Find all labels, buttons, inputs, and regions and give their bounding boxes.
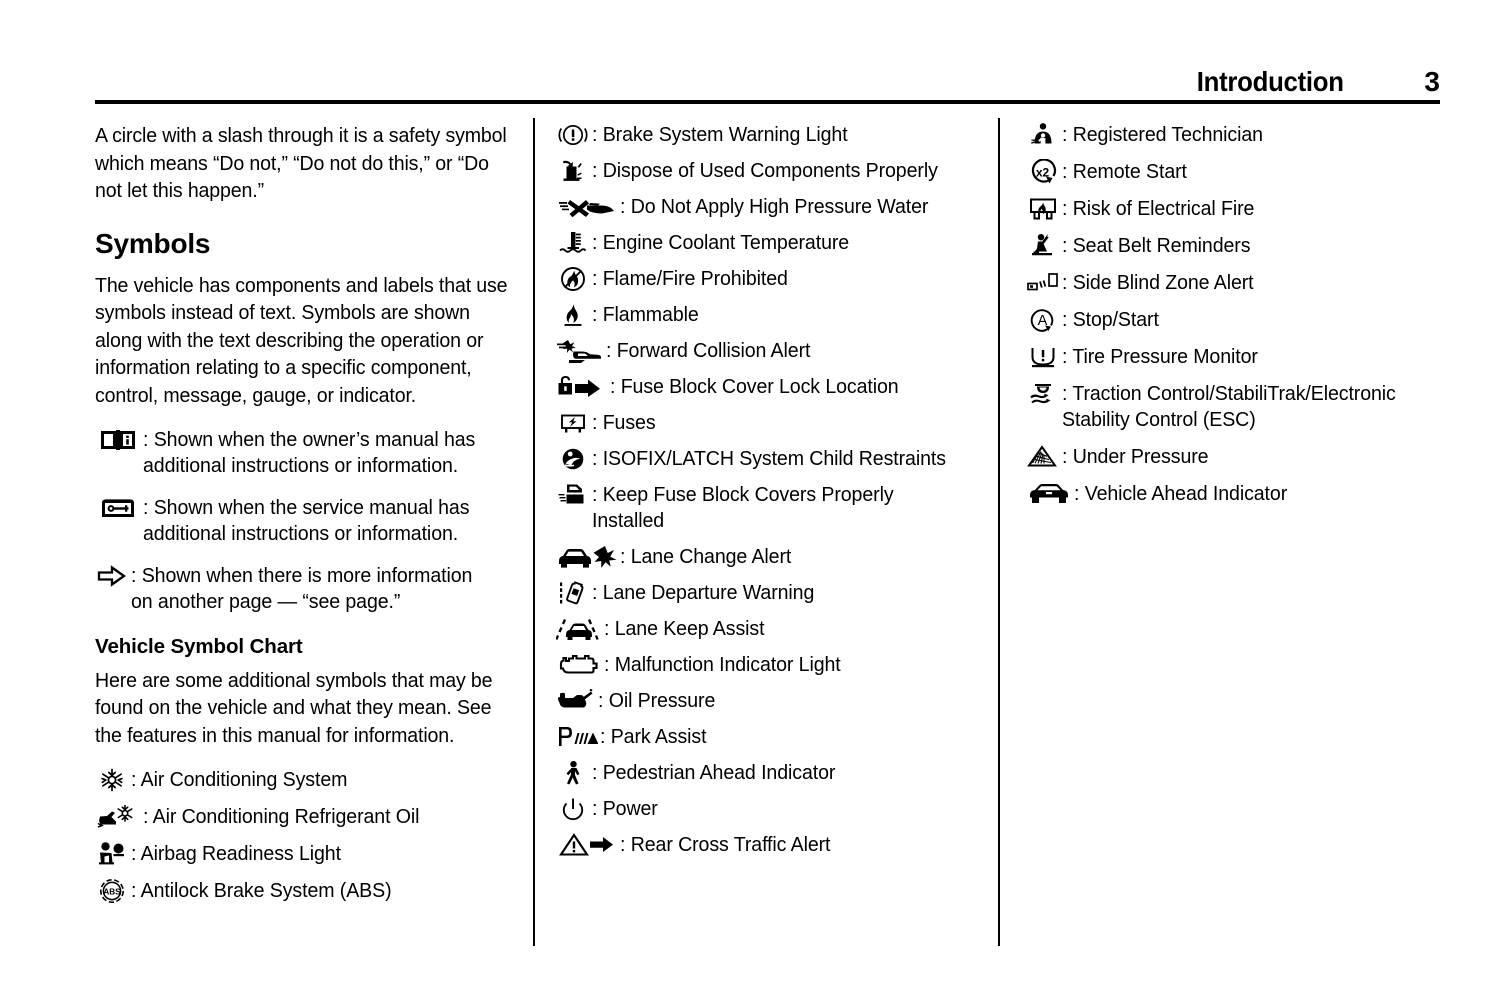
symbol-entry-power-text: : Power bbox=[592, 797, 658, 820]
symbol-entry-oil-pressure bbox=[556, 688, 986, 714]
dispose-used-components-icon bbox=[556, 158, 590, 184]
brake-system-warning-icon bbox=[556, 122, 590, 148]
symbol-entry-air-conditioning-text: : Air Conditioning System bbox=[131, 768, 348, 792]
symbol-entry-flammable-text: : Flammable bbox=[592, 303, 699, 326]
pedestrian-ahead-icon bbox=[556, 760, 590, 786]
symbol-entry-abs bbox=[95, 878, 515, 904]
symbol-entry-lane-keep-assist bbox=[556, 616, 986, 642]
column-1 bbox=[95, 122, 515, 915]
symbol-entry-flame-fire-prohibited-text: : Flame/Fire Prohibited bbox=[592, 267, 788, 290]
symbol-entry-dispose-components bbox=[556, 158, 986, 184]
symbol-entry-keep-fuse-block-covers-text: : Keep Fuse Block Covers Properly Installed bbox=[592, 483, 894, 532]
ac-refrigerant-oil-icon bbox=[95, 804, 141, 830]
symbol-entry-side-blind-zone-alert bbox=[1026, 270, 1446, 296]
section-heading-symbols: Symbols bbox=[95, 227, 211, 259]
symbol-entry-no-high-pressure-water-text: : Do Not Apply High Pressure Water bbox=[620, 195, 929, 218]
isofix-latch-child-restraint-icon bbox=[556, 446, 590, 472]
symbol-entry-isofix-latch-text: : ISOFIX/LATCH System Child Restraints bbox=[592, 447, 946, 470]
symbol-entry-ac-refrigerant-oil bbox=[95, 804, 515, 830]
airbag-readiness-icon bbox=[95, 841, 129, 867]
air-conditioning-snowflake-icon bbox=[95, 767, 129, 793]
remote-start-icon bbox=[1026, 159, 1060, 185]
symbol-entry-pedestrian-ahead bbox=[556, 760, 986, 786]
lane-keep-assist-icon bbox=[556, 616, 602, 642]
symbol-entry-rear-cross-traffic-alert bbox=[556, 832, 986, 858]
symbol-entry-fuse-block-cover-lock-text: : Fuse Block Cover Lock Location bbox=[610, 375, 899, 398]
symbol-entry-engine-coolant-temperature-text: : Engine Coolant Temperature bbox=[592, 231, 850, 254]
rear-cross-traffic-alert-icon bbox=[556, 832, 618, 858]
symbol-entry-registered-technician-text: : Registered Technician bbox=[1062, 123, 1263, 146]
symbol-entry-forward-collision-alert bbox=[556, 338, 986, 364]
definition-see-page bbox=[95, 563, 515, 615]
lane-departure-warning-icon bbox=[556, 580, 590, 606]
symbol-entry-remote-start bbox=[1026, 159, 1446, 185]
page-header bbox=[95, 48, 1440, 96]
risk-of-electrical-fire-icon bbox=[1026, 196, 1060, 222]
chart-paragraph: Here are some additional symbols that may be found on the vehicle and what they mean. See the features in this manual for information. bbox=[95, 668, 493, 747]
symbol-entry-vehicle-ahead-indicator bbox=[1026, 481, 1446, 507]
symbol-entry-lane-keep-assist-text: : Lane Keep Assist bbox=[604, 617, 765, 640]
symbol-entry-lane-departure-warning-text: : Lane Departure Warning bbox=[592, 581, 815, 604]
symbol-entry-abs-text: : Antilock Brake System (ABS) bbox=[131, 879, 392, 903]
symbol-entry-registered-technician bbox=[1026, 122, 1446, 148]
vehicle-ahead-indicator-icon bbox=[1026, 481, 1072, 507]
definition-service-manual-text: : Shown when the service manual has additional instructions or information. bbox=[143, 496, 470, 546]
symbol-entry-seat-belt-reminder-text: : Seat Belt Reminders bbox=[1062, 234, 1251, 257]
symbol-entry-malfunction-indicator-text: : Malfunction Indicator Light bbox=[604, 653, 841, 676]
symbol-entry-lane-change-alert bbox=[556, 544, 986, 570]
column-divider-2 bbox=[998, 118, 1000, 946]
symbol-entry-traction-control-text: : Traction Control/StabiliTrak/Electronic Stability Control (ESC) bbox=[1062, 382, 1396, 431]
header-rule bbox=[95, 100, 1440, 104]
definition-owners-manual bbox=[95, 427, 515, 479]
symbol-entry-lane-departure-warning bbox=[556, 580, 986, 606]
flame-fire-prohibited-icon bbox=[556, 266, 590, 292]
stop-start-icon bbox=[1026, 307, 1060, 333]
malfunction-indicator-icon bbox=[556, 652, 602, 678]
symbol-entry-under-pressure-text: : Under Pressure bbox=[1062, 445, 1209, 468]
symbol-entry-power bbox=[556, 796, 986, 822]
symbol-entry-stop-start bbox=[1026, 307, 1446, 333]
symbol-entry-airbag-readiness-text: : Airbag Readiness Light bbox=[131, 842, 341, 866]
column-divider-1 bbox=[533, 118, 535, 946]
symbol-entry-brake-system-warning bbox=[556, 122, 986, 148]
symbol-entry-keep-fuse-block-covers bbox=[556, 482, 986, 534]
symbol-entry-under-pressure bbox=[1026, 444, 1446, 470]
traction-control-icon bbox=[1026, 381, 1060, 407]
symbol-entry-oil-pressure-text: : Oil Pressure bbox=[598, 689, 716, 712]
symbol-entry-forward-collision-alert-text: : Forward Collision Alert bbox=[606, 339, 811, 362]
fuses-icon bbox=[556, 410, 590, 436]
forward-collision-alert-icon bbox=[556, 338, 604, 364]
symbol-entry-airbag-readiness bbox=[95, 841, 515, 867]
page-title: Introduction bbox=[1197, 66, 1344, 97]
under-pressure-icon bbox=[1026, 444, 1060, 470]
seat-belt-reminder-icon bbox=[1026, 233, 1060, 259]
abs-icon bbox=[95, 878, 129, 904]
flammable-icon bbox=[556, 302, 590, 328]
symbol-entry-remote-start-text: : Remote Start bbox=[1062, 160, 1187, 183]
symbol-entry-park-assist bbox=[556, 724, 986, 750]
definition-see-page-text: : Shown when there is more information on another page — “see page.” bbox=[131, 564, 473, 614]
column-3 bbox=[1026, 122, 1446, 518]
subsection-heading-vehicle-symbol-chart: Vehicle Symbol Chart bbox=[95, 635, 303, 659]
symbol-entry-ac-refrigerant-oil-text: : Air Conditioning Refrigerant Oil bbox=[143, 805, 420, 829]
symbol-entry-fuses bbox=[556, 410, 986, 436]
svg-text:x2: x2 bbox=[1035, 165, 1050, 180]
symbol-entry-air-conditioning bbox=[95, 767, 515, 793]
symbol-entry-side-blind-zone-alert-text: : Side Blind Zone Alert bbox=[1062, 271, 1254, 294]
symbol-entry-seat-belt-reminder bbox=[1026, 233, 1446, 259]
symbol-entry-lane-change-alert-text: : Lane Change Alert bbox=[620, 545, 792, 568]
page-number: 3 bbox=[1424, 66, 1440, 97]
symbol-entry-traction-control bbox=[1026, 381, 1446, 433]
intro-paragraph: A circle with a slash through it is a safety symbol which means “Do not,” “Do not do this,” or “Do not let this happen.” bbox=[95, 124, 507, 202]
symbol-entry-isofix-latch bbox=[556, 446, 986, 472]
svg-text:ABS: ABS bbox=[103, 888, 121, 898]
power-icon bbox=[556, 796, 590, 822]
oil-pressure-icon bbox=[556, 688, 596, 714]
symbol-entry-tire-pressure-monitor-text: : Tire Pressure Monitor bbox=[1062, 345, 1258, 368]
symbol-entry-risk-of-electrical-fire bbox=[1026, 196, 1446, 222]
symbol-entry-fuses-text: : Fuses bbox=[592, 411, 656, 434]
registered-technician-icon bbox=[1026, 122, 1060, 148]
symbol-entry-tire-pressure-monitor bbox=[1026, 344, 1446, 370]
service-manual-wrench-icon bbox=[95, 495, 141, 521]
keep-fuse-block-covers-icon bbox=[556, 482, 590, 508]
symbol-entry-flammable bbox=[556, 302, 986, 328]
see-page-arrow-icon bbox=[95, 563, 129, 589]
definition-service-manual bbox=[95, 495, 515, 547]
svg-text:A: A bbox=[1037, 313, 1048, 329]
no-high-pressure-water-icon bbox=[556, 194, 618, 220]
park-assist-icon bbox=[556, 724, 598, 750]
symbol-entry-stop-start-text: : Stop/Start bbox=[1062, 308, 1159, 331]
symbol-entry-brake-system-warning-text: : Brake System Warning Light bbox=[592, 123, 848, 146]
lane-change-alert-icon bbox=[556, 544, 618, 570]
symbol-entry-risk-of-electrical-fire-text: : Risk of Electrical Fire bbox=[1062, 197, 1255, 220]
symbol-entry-flame-fire-prohibited bbox=[556, 266, 986, 292]
column-2 bbox=[556, 122, 986, 868]
symbol-entry-pedestrian-ahead-text: : Pedestrian Ahead Indicator bbox=[592, 761, 836, 784]
side-blind-zone-alert-icon bbox=[1026, 270, 1060, 296]
owners-manual-book-icon bbox=[95, 427, 141, 453]
engine-coolant-temperature-icon bbox=[556, 230, 590, 256]
tire-pressure-monitor-icon bbox=[1026, 344, 1060, 370]
fuse-block-cover-lock-icon bbox=[556, 374, 608, 400]
symbol-entry-no-high-pressure-water bbox=[556, 194, 986, 220]
symbol-entry-fuse-block-cover-lock bbox=[556, 374, 986, 400]
symbol-entry-malfunction-indicator bbox=[556, 652, 986, 678]
symbol-entry-rear-cross-traffic-alert-text: : Rear Cross Traffic Alert bbox=[620, 833, 831, 856]
symbol-entry-vehicle-ahead-indicator-text: : Vehicle Ahead Indicator bbox=[1074, 482, 1288, 505]
symbol-entry-park-assist-text: : Park Assist bbox=[600, 725, 707, 748]
symbol-entry-engine-coolant-temperature bbox=[556, 230, 986, 256]
symbol-entry-dispose-components-text: : Dispose of Used Components Properly bbox=[592, 159, 938, 182]
symbols-paragraph: The vehicle has components and labels that use symbols instead of text. Symbols are shown along with the text describing the operation or information relating to a specific component, control, message, gauge, or indicator. bbox=[95, 273, 508, 407]
definition-owners-manual-text: : Shown when the owner’s manual has additional instructions or information. bbox=[143, 428, 476, 478]
